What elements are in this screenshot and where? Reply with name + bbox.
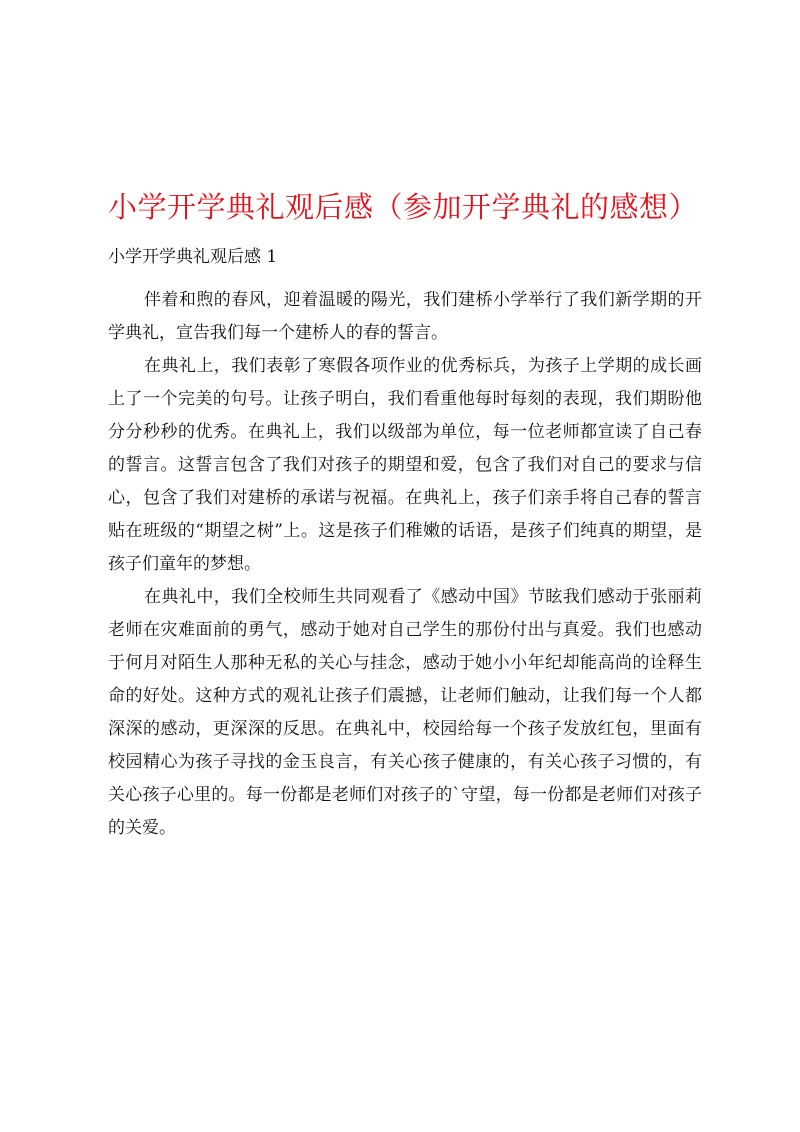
section-heading: 小学开学典礼观后感 1	[108, 247, 278, 267]
paragraph-2: 在典礼上，我们表彰了寒假各项作业的优秀标兵，为孩子上学期的成长画上了一个完美的句号。让孩子明白，我们看重他每时每刻的表现，我们期盼他分分秒秒的优秀。在典礼上，我们以级部为单位，每一位老师都宣读了自己春的誓言。这誓言包含了我们对孩子的期望和爱，包含了我们对自己的要求与信心，包含了我们对建桥的承诺与祝福。在典礼上，孩子们亲手将自己春的誓言贴在班级的“期望之树”上。这是孩子们稚嫩的话语，是孩子们纯真的期望，是孩子们童年的梦想。	[108, 356, 702, 574]
document-title: 小学开学典礼观后感（参加开学典礼的感想）	[108, 190, 699, 225]
paragraph-1: 伴着和煦的春风，迎着温暖的陽光，我们建桥小学举行了我们新学期的开学典礼，宣告我们每一个建桥人的春的誓言。	[108, 290, 702, 343]
document-body	[108, 284, 702, 845]
paragraph-3: 在典礼中，我们全校师生共同观看了《感动中国》节眩我们感动于张丽莉老师在灾难面前的勇气，感动于她对自己学生的那份付出与真爱。我们也感动于何月对陌生人那种无私的关心与挂念，感动于她小小年纪却能高尚的诠释生命的好处。这种方式的观礼让孩子们震撼，让老师们触动，让我们每一个人都深深的感动，更深深的反思。在典礼中，校园给每一个孩子发放红包，里面有校园精心为孩子寻找的金玉良言，有关心孩子健康的，有关心孩子习惯的，有关心孩子心里的。每一份都是老师们对孩子的`守望，每一份都是老师们对孩子的关爱。	[108, 587, 702, 838]
